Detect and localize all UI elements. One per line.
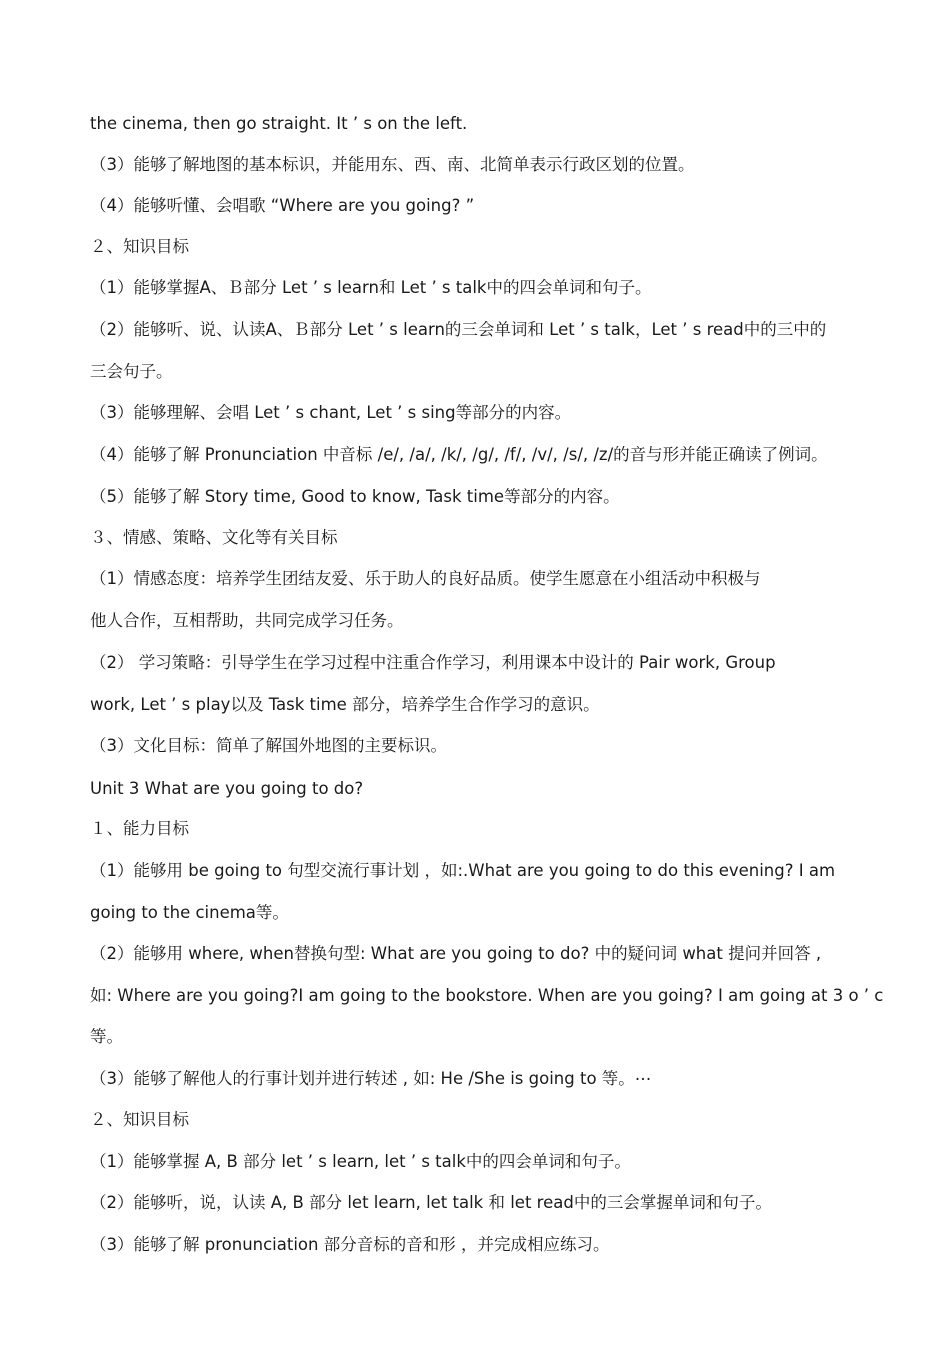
text-line-21: （2）能够用 where, when替换句型: What are you going to do? 中的疑问词 what 提问并回答 , [90, 944, 822, 963]
text-line-28: （3）能够了解 pronunciation 部分音标的音和形 ，并完成相应练习。 [90, 1235, 610, 1254]
text-line-8: （3）能够理解、会唱 Let ’ s chant, Let ’ s sing等部分的内容。 [90, 403, 572, 422]
section-heading-ability: １、能力目标 [90, 819, 189, 838]
text-line-2: （3）能够了解地图的基本标识，并能用东、西、南、北简单表示行政区划的位置。 [90, 155, 695, 174]
text-line-16: （3）文化目标：简单了解国外地图的主要标识。 [90, 736, 447, 755]
text-line-3: （4）能够听懂、会唱歌 “Where are you going? ” [90, 196, 475, 215]
text-line-22: 如: Where are you going?I am going to the bookstore. When are you going? I am going at 3 o ’ c [90, 986, 884, 1005]
text-line-27: （2）能够听，说，认读 A, B 部分 let learn, let talk 和 let read中的三会掌握单词和句子。 [90, 1193, 772, 1212]
text-line-14: （2） 学习策略：引导学生在学习过程中注重合作学习，利用课本中设计的 Pair work, Group [90, 653, 776, 672]
text-line-5: （1）能够掌握A、Ｂ部分 Let ’ s learn和 Let ’ s talk中的四会单词和句子。 [90, 278, 652, 297]
text-line-12: （1）情感态度：培养学生团结友爱、乐于助人的良好品质。使学生愿意在小组活动中积极与 [90, 569, 761, 588]
text-line-10: （5）能够了解 Story time, Good to know, Task time等部分的内容。 [90, 487, 620, 506]
text-line-23: 等。 [90, 1027, 123, 1046]
unit-title: Unit 3 What are you going to do? [90, 779, 364, 798]
text-line-20: going to the cinema等。 [90, 903, 289, 922]
text-line-6: （2）能够听、说、认读A、Ｂ部分 Let ’ s learn的三会单词和 Let ’ s talk，Let ’ s read中的三中的 [90, 320, 827, 339]
text-line-9: （4）能够了解 Pronunciation 中音标 /e/, /a/, /k/, /g/, /f/, /v/, /s/, /z/的音与形并能正确读了例词。 [90, 445, 828, 464]
section-heading-affect: ３、情感、策略、文化等有关目标 [90, 528, 338, 547]
text-line-19: （1）能够用 be going to 句型交流行事计划 ，如:.What are you going to do this evening? I am [90, 861, 836, 880]
text-line-26: （1）能够掌握 A, B 部分 let ’ s learn, let ’ s talk中的四会单词和句子。 [90, 1152, 631, 1171]
section-heading-knowledge: ２、知识目标 [90, 237, 189, 256]
text-line-1: the cinema, then go straight. It ’ s on the left. [90, 114, 468, 133]
text-line-24: （3）能够了解他人的行事计划并进行转述 , 如: He /She is going to 等。⋯ [90, 1069, 652, 1088]
text-line-7: 三会句子。 [90, 362, 173, 381]
section-heading-knowledge-2: ２、知识目标 [90, 1110, 189, 1129]
text-line-13: 他人合作，互相帮助，共同完成学习任务。 [90, 611, 404, 630]
text-line-15: work, Let ’ s play以及 Task time 部分，培养学生合作学习的意识。 [90, 695, 600, 714]
